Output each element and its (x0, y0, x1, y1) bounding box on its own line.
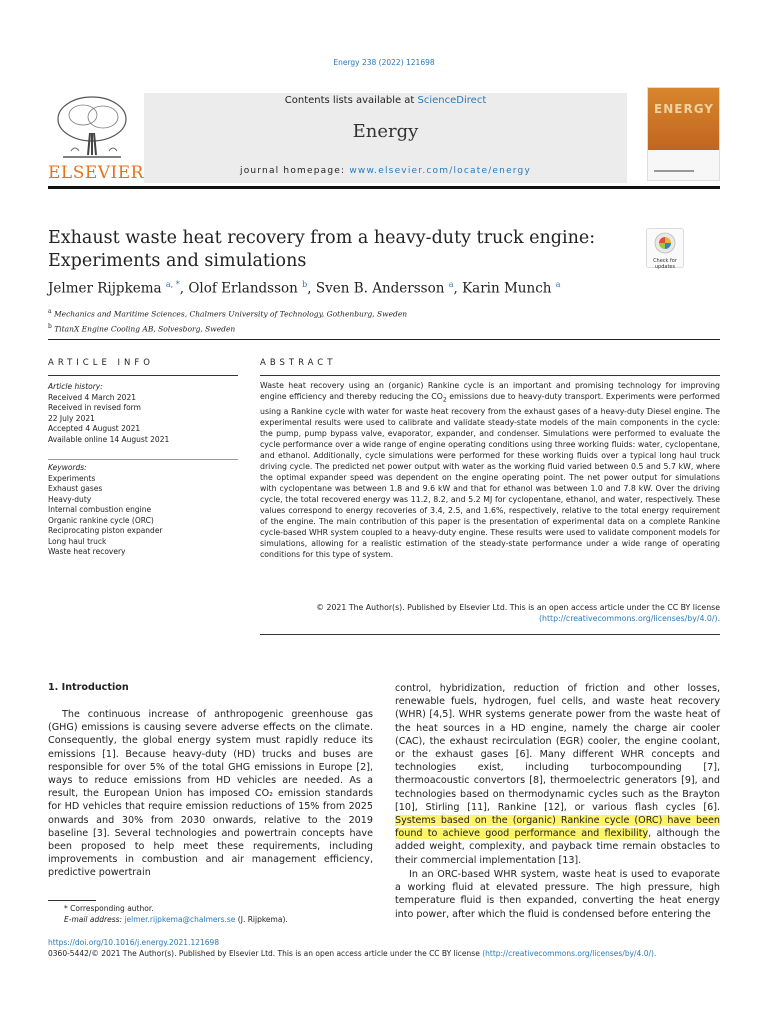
author-name[interactable]: Karin Munch (462, 280, 552, 297)
contents-availability (144, 95, 627, 106)
abstract-copyright (260, 602, 720, 624)
publisher-name: ELSEVIER (48, 163, 144, 183)
license-line (48, 949, 748, 958)
intro-text: control, hybridization, reduction of friction and other losses, renewable fuels, hydrogen, fuel cells, and waste heat recovery (WHR) [4,5]. WHR systems generate power from the waste heat of the heat sources in a HD engine, namely the charge air cooler (CAC), the exhaust recirculation (EGR) cooler, the engine coolant, or the exhaust gases [6]. Many different WHR concepts and technologies exist, including turbocompounding [7], thermoacoustic convertors [8], thermoelectric generators [9], and technologies based on thermodynamic cycles such as the Brayton [10], Stirling [11], Rankine [12], or various flash cycles [6]. (395, 683, 720, 813)
intro-paragraph-right-2: In an ORC-based WHR system, waste heat is used to evaporate a working fluid at elevated pressure. The high pressure, high temperature fluid is then expanded, converting the heat energy into power, after which the fluid is condensed before entering the (395, 869, 720, 920)
author-affiliation-mark[interactable]: a (448, 280, 454, 289)
affiliation-text: TitanX Engine Cooling AB, Solvesborg, Sweden (54, 324, 236, 333)
author-affiliation-mark[interactable]: a, * (165, 280, 180, 289)
cover-art (648, 88, 719, 150)
keyword-item: Waste heat recovery (48, 547, 126, 556)
history-label: Article history: (48, 382, 103, 391)
keyword-item: Long haul truck (48, 536, 107, 546)
affiliations (48, 306, 648, 335)
elsevier-tree-icon (53, 93, 131, 163)
license-link[interactable]: (http://creativecommons.org/licenses/by/4.0/). (482, 949, 657, 958)
article-info-divider (48, 375, 238, 376)
journal-homepage (144, 166, 627, 176)
article-info-heading: ARTICLE INFO (48, 358, 154, 368)
intro-paragraph-left: The continuous increase of anthropogenic greenhouse gas (GHG) emissions is causing severe adverse effects on the climate. Consequently, the global energy system must rapidly reduce its emissions [1]. Because heavy-duty (HD) trucks and buses are responsible for over 5% of the total GHG emissions in Europe [2], ways to reduce emissions from HD vehicles are needed. As a result, the European Union has imposed CO₂ emission standards for HD vehicles that require emission reductions of 15% from 2025 onwards and 30% from 2030 onwards, relative to the 2019 baseline [3]. Several technologies and powertrain concepts have been proposed to help meet these requirements, including improvements in combustion and air management efficiency, predictive powertrain (48, 709, 373, 879)
check-for-updates-label: Check for updates (653, 258, 677, 270)
article-title (48, 227, 608, 273)
keywords-label: Keywords: (48, 463, 87, 472)
history-item: Available online 14 August 2021 (48, 434, 170, 444)
email-link[interactable]: jelmer.rijpkema@chalmers.se (124, 914, 236, 924)
sciencedirect-link[interactable]: ScienceDirect (417, 95, 487, 106)
keyword-item: Internal combustion engine (48, 505, 152, 514)
history-item: Received in revised form (48, 403, 141, 412)
author-affiliation-mark[interactable]: b (302, 280, 308, 289)
check-for-updates-button[interactable] (646, 228, 684, 268)
journal-citation[interactable]: Energy 238 (2022) 121698 (333, 58, 435, 67)
abstract-divider (260, 375, 720, 376)
history-item: Received 4 March 2021 (48, 392, 136, 402)
license-text: 0360-5442/© 2021 The Author(s). Published by Elsevier Ltd. This is an open access article under the CC BY license (48, 949, 483, 958)
cover-footer-mark (654, 170, 694, 172)
elsevier-logo (48, 93, 144, 183)
section-heading: 1. Introduction (48, 682, 129, 693)
affiliation-mark: b (48, 322, 52, 330)
author-affiliation-mark[interactable]: a (555, 280, 561, 289)
highlighted-text[interactable]: Systems based on the (organic) Rankine cycle (ORC) have been found to achieve good performance and flexibility (395, 815, 720, 840)
history-item: Accepted 4 August 2021 (48, 424, 141, 433)
journal-header (144, 93, 627, 183)
front-matter-divider (48, 339, 720, 340)
email-suffix: (J. Rijpkema). (235, 914, 288, 924)
author-name[interactable]: Jelmer Rijpkema (48, 280, 162, 297)
author-name[interactable]: Olof Erlandsson (188, 280, 298, 297)
homepage-link[interactable]: www.elsevier.com/locate/energy (349, 166, 531, 176)
keyword-item: Heavy-duty (48, 494, 92, 504)
corresponding-author-note: * Corresponding author. (64, 904, 154, 913)
abstract-text (260, 380, 720, 560)
keyword-item: Organic rankine cycle (ORC) (48, 515, 154, 525)
keywords (48, 463, 238, 558)
history-item: 22 July 2021 (48, 413, 95, 423)
affiliation-mark: a (48, 308, 52, 315)
contents-prefix: Contents lists available at (284, 95, 418, 106)
intro-text: , although the added weight, complexity, and payback time remain obstacles to their commercial implementation [13]. (395, 828, 720, 866)
abstract-heading: ABSTRACT (260, 358, 337, 368)
keyword-item: Exhaust gases (48, 484, 103, 493)
abstract-subscript: 2 (442, 396, 447, 404)
article-history (48, 382, 238, 445)
email-line (48, 915, 373, 926)
doi-link[interactable]: https://doi.org/10.1016/j.energy.2021.121698 (48, 938, 220, 947)
affiliation-item (48, 306, 648, 321)
affiliation-item (48, 321, 648, 336)
author-list: Jelmer Rijpkema $^{a, *}$, Olof Erlandsson $^b$, Sven B. Andersson $^a$, Karin Munch $^a$ (48, 280, 561, 297)
footnote-divider (48, 900, 96, 901)
abstract-part-2: emissions due to heavy-duty transport. Experiments were performed using a Rankine cycle with water for waste heat recovery from the exhaust gases of a heavy-duty Diesel engine. The experimental results were used to calibrate and validate steady-state models of the main components in the cycle: the pump, pump bypass valve, evaporator, expander, and condenser. Simulations were performed to evaluate the cycle performance over a wide range of engine operating conditions using three working fluids: water, cyclopentane, and ethanol. Additionally, cycle simulations were performed for these working fluids over a typical long haul truck driving cycle. The predicted net power output with water as the working fluid varied between 0.5 and 5.7 kW, where the optimal expander speed was dependent on the engine operating point. The net power output for simulations with cyclopentane was between 1.8 and 9.6 kW and that for ethanol was between 1.0 and 7.8 kW. Over the driving cycle, the total recovered energy was 11.2, 8.2, and 5.2 MJ for cyclopentane, ethanol, and water, respectively. These values correspond to energy recoveries of 3.4, 2.5, and 1.6%, respectively, relative to the total energy requirement of the engine. The main contribution of this paper is the presentation of experimental data on a complete Rankine cycle-based WHR system coupled to a heavy-duty engine. These results were used to validate component models for simulations, allowing for a realistic estimation of the steady-state performance under a wide range of operating conditions for this type of system. (260, 392, 720, 560)
copyright-license-link[interactable]: (http://creativecommons.org/licenses/by/4.0/). (538, 614, 720, 624)
keyword-item: Experiments (48, 473, 96, 483)
abstract-bottom-divider (260, 634, 720, 635)
footnote (48, 904, 373, 925)
title-line-1: Exhaust waste heat recovery from a heavy-duty truck engine: (48, 228, 596, 248)
journal-name: Energy (352, 121, 419, 142)
keyword-item: Reciprocating piston expander (48, 526, 163, 535)
abstract-part-1: Waste heat recovery using an (organic) Rankine cycle is an important and promising technology for improving engine efficiency and thereby reducing the CO (260, 381, 720, 402)
header-divider (48, 186, 720, 189)
email-label: E-mail address: (64, 914, 125, 924)
title-line-2: Experiments and simulations (48, 251, 307, 271)
journal-cover (647, 87, 720, 181)
author-name[interactable]: Sven B. Andersson (315, 280, 445, 297)
check-for-updates-icon (654, 232, 676, 254)
intro-paragraph-right-1 (395, 682, 720, 867)
copyright-line: © 2021 The Author(s). Published by Elsevier Ltd. This is an open access article under the CC BY license (316, 603, 720, 612)
homepage-prefix: journal homepage: (240, 166, 350, 176)
cover-title: ENERGY (654, 102, 714, 116)
keywords-divider (48, 459, 238, 460)
affiliation-text: Mechanics and Maritime Sciences, Chalmers University of Technology, Gothenburg, Sweden (53, 309, 408, 319)
